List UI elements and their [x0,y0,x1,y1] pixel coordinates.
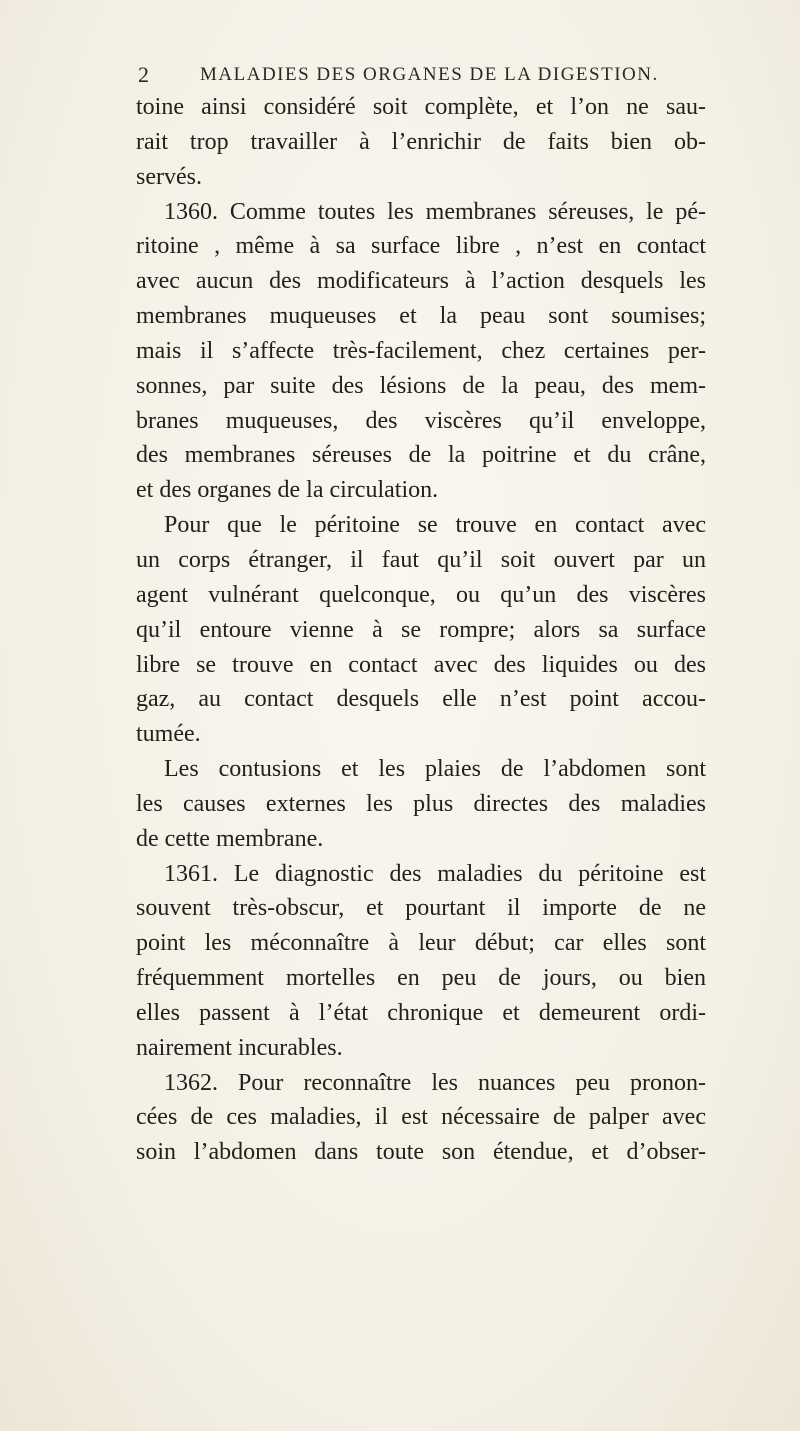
text-line: sonnes, par suite des lésions de la peau, des mem- [136,372,706,399]
text-line: mais il s’affecte très-facilement, chez certaines per- [136,337,706,364]
text-line: servés. [136,163,202,190]
text-line: un corps étranger, il faut qu’il soit ouvert par un [136,546,706,573]
page-number: 2 [138,62,149,87]
text-line: toine ainsi considéré soit complète, et l’on ne sau- [136,94,706,120]
text-line: 1360. Comme toutes les membranes séreuses, le pé- [164,198,706,225]
text-line: cées de ces maladies, il est nécessaire de palper avec [136,1104,706,1131]
text-line: et des organes de la circulation. [136,477,439,504]
text-line: point les méconnaître à leur début; car elles sont [136,930,706,957]
text-line: soin l’abdomen dans toute son étendue, et d’obser- [136,1139,706,1166]
text-line: libre se trouve en contact avec des liquides ou des [136,651,706,678]
text-line: elles passent à l’état chronique et demeurent ordi- [136,999,706,1026]
text-line: nairement incurables. [136,1034,343,1061]
text-line: agent vulnérant quelconque, ou qu’un des viscères [136,581,706,608]
text-line: gaz, au contact desquels elle n’est point accou- [136,686,706,713]
text-line: branes muqueuses, des viscères qu’il enveloppe, [136,407,706,434]
text-line: les causes externes les plus directes des maladies [136,790,706,817]
text-line: des membranes séreuses de la poitrine et du crâne, [136,442,706,469]
text-line: de cette membrane. [136,825,324,852]
running-head: MALADIES DES ORGANES DE LA DIGESTION. [200,64,659,85]
text-line: 1361. Le diagnostic des maladies du péritoine est [164,860,706,887]
text-line: 1362. Pour reconnaître les nuances peu pronon- [164,1069,706,1096]
text-line: souvent très-obscur, et pourtant il importe de ne [136,895,706,922]
text-line: tumée. [136,721,201,748]
text-line: qu’il entoure vienne à se rompre; alors sa surface [136,616,706,643]
text-line: ritoine , même à sa surface libre , n’est en contact [136,233,706,260]
text-line: avec aucun des modificateurs à l’action desquels les [136,268,706,295]
text-line: fréquemment mortelles en peu de jours, ou bien [136,965,706,992]
body-text [136,90,706,1170]
text-line: Les contusions et les plaies de l’abdomen sont [164,756,706,783]
text-line: membranes muqueuses et la peau sont soumises; [136,303,706,330]
text-line: Pour que le péritoine se trouve en contact avec [164,512,706,539]
page-header [138,62,698,92]
text-line: rait trop travailler à l’enrichir de faits bien ob- [136,128,706,155]
